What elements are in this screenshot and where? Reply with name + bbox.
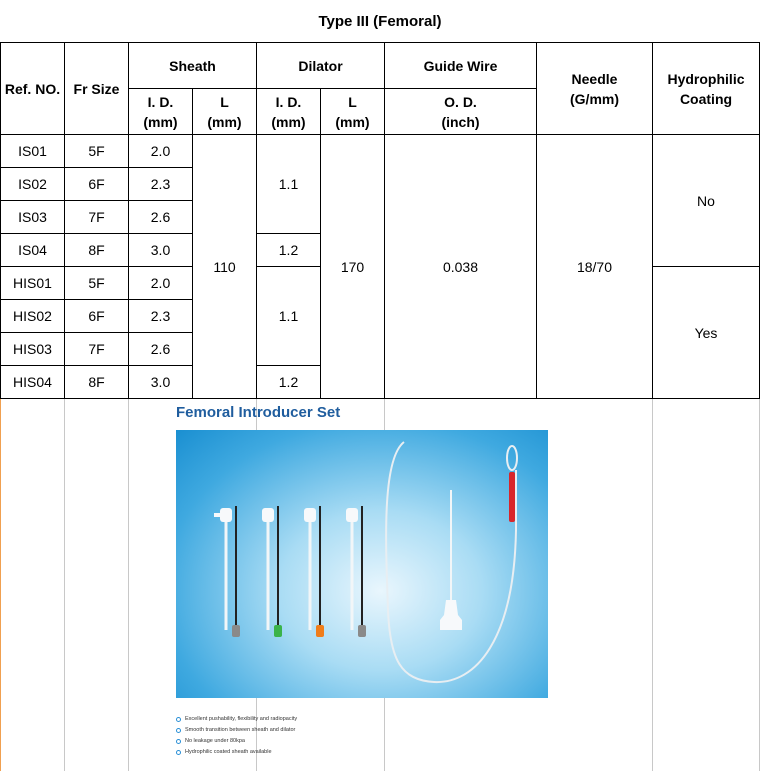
cell-fr: 7F: [65, 333, 129, 366]
cell-dilator-id: 1.1: [257, 267, 321, 366]
introducer-set-illustration: [176, 430, 548, 698]
cell-coating-yes: Yes: [653, 267, 760, 399]
cell-sheath-id: 2.0: [129, 135, 193, 168]
cell-fr: 7F: [65, 201, 129, 234]
table-row: [1, 135, 760, 168]
od-label: O. D.: [444, 93, 477, 110]
cell-sheath-id: 3.0: [129, 234, 193, 267]
cell-ref: IS04: [1, 234, 65, 267]
header-fr-size: Fr Size: [65, 43, 129, 135]
cell-fr: 6F: [65, 300, 129, 333]
feature-item: [176, 725, 297, 736]
header-needle: [537, 43, 653, 135]
unit-mm: (mm): [271, 113, 306, 130]
cell-ref: IS01: [1, 135, 65, 168]
cell-fr: 8F: [65, 234, 129, 267]
table-title: Type III (Femoral): [318, 12, 442, 30]
unit-inch: (inch): [441, 113, 480, 130]
feature-text: Hydrophilic coated sheath available: [185, 749, 272, 755]
header-dilator: Dilator: [257, 43, 385, 89]
l-label: L: [220, 93, 229, 110]
feature-text: Smooth transition between sheath and dilator: [185, 727, 296, 733]
l-label: L: [348, 93, 357, 110]
id-label: I. D.: [147, 93, 174, 110]
bullet-icon: [176, 717, 181, 722]
needle-unit: (G/mm): [570, 90, 619, 107]
cell-fr: 8F: [65, 366, 129, 399]
guide-wire-straightener: [509, 472, 515, 522]
cell-ref: HIS04: [1, 366, 65, 399]
cell-sheath-id: 2.6: [129, 333, 193, 366]
coating-label-2: Coating: [679, 90, 733, 107]
header-dilator-id: [257, 89, 321, 135]
cell-sheath-id: 2.6: [129, 201, 193, 234]
product-title: Femoral Introducer Set: [176, 404, 341, 421]
cell-ref: HIS02: [1, 300, 65, 333]
cell-sheath-id: 2.3: [129, 300, 193, 333]
unit-mm: (mm): [335, 113, 370, 130]
needle-label: Needle: [571, 70, 618, 87]
header-guide-wire-od: [385, 89, 537, 135]
cell-guide-wire-od: 0.038: [385, 135, 537, 399]
cell-dilator-id: 1.2: [257, 366, 321, 399]
product-image-panel: [173, 402, 553, 767]
grid-line: [128, 399, 129, 771]
header-dilator-l: [321, 89, 385, 135]
cell-sheath-id: 3.0: [129, 366, 193, 399]
sheath-group: [214, 506, 366, 637]
cell-ref: HIS01: [1, 267, 65, 300]
grid-line: [0, 399, 1, 771]
id-label: I. D.: [275, 93, 302, 110]
cell-dilator-id: 1.1: [257, 135, 321, 234]
bullet-icon: [176, 728, 181, 733]
cell-ref: HIS03: [1, 333, 65, 366]
grid-line: [652, 399, 653, 771]
needle-hub: [440, 600, 462, 630]
bullet-icon: [176, 750, 181, 755]
cell-sheath-l: 110: [193, 135, 257, 399]
product-photo: [176, 430, 548, 698]
feature-item: [176, 736, 297, 747]
cell-fr: 5F: [65, 267, 129, 300]
feature-list: [176, 714, 297, 758]
guide-wire-loop: [507, 446, 517, 470]
cell-fr: 5F: [65, 135, 129, 168]
unit-mm: (mm): [143, 113, 178, 130]
grid-line: [64, 399, 65, 771]
header-hydrophilic-coating: [653, 43, 760, 135]
cell-coating-no: No: [653, 135, 760, 267]
spec-table: [0, 42, 760, 399]
header-ref-no: Ref. NO.: [1, 43, 65, 135]
header-sheath-l: [193, 89, 257, 135]
unit-mm: (mm): [207, 113, 242, 130]
cell-dilator-id: 1.2: [257, 234, 321, 267]
coating-label-1: Hydrophilic: [667, 70, 745, 87]
header-guide-wire: Guide Wire: [385, 43, 537, 89]
bullet-icon: [176, 739, 181, 744]
feature-text: Excellent pushability, flexibility and radiopacity: [185, 716, 298, 722]
header-sheath: Sheath: [129, 43, 257, 89]
header-sheath-id: [129, 89, 193, 135]
grid-line: [759, 399, 760, 771]
cell-needle: 18/70: [537, 135, 653, 399]
cell-sheath-id: 2.3: [129, 168, 193, 201]
cell-ref: IS03: [1, 201, 65, 234]
feature-item: [176, 747, 297, 758]
cell-sheath-id: 2.0: [129, 267, 193, 300]
feature-item: [176, 714, 297, 725]
cell-ref: IS02: [1, 168, 65, 201]
feature-text: No leakage under 80kpa: [185, 738, 245, 744]
cell-fr: 6F: [65, 168, 129, 201]
cell-dilator-l: 170: [321, 135, 385, 399]
